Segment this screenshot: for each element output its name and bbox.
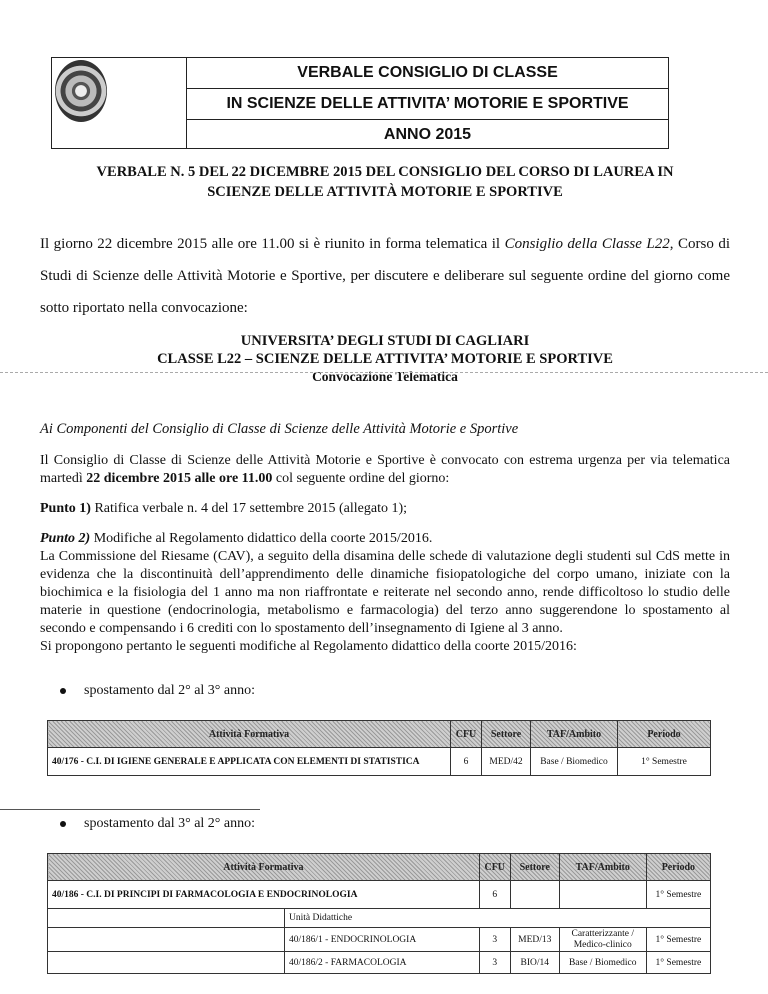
cell-empty [48, 909, 285, 928]
table-row [48, 748, 711, 776]
bullet-1 [60, 683, 255, 699]
cell-cfu: 3 [479, 952, 510, 974]
cell-taf: Base / Biomedico [559, 952, 646, 974]
bullet-dot-icon [60, 821, 66, 827]
cell-settore: BIO/14 [510, 952, 559, 974]
intro-text-a: Il giorno 22 dicembre 2015 alle ore 11.00 si è riunito in forma telematica il [40, 236, 505, 252]
cell-unit-name: 40/186/2 - FARMACOLOGIA [285, 952, 480, 974]
col-taf: TAF/Ambito [531, 721, 618, 748]
cell-unit-name: 40/186/1 - ENDOCRINOLOGIA [285, 928, 480, 952]
bullet-dot-icon [60, 688, 66, 694]
punto-1 [40, 500, 730, 518]
cell-periodo: 1° Semestre [646, 952, 710, 974]
intro-paragraph [40, 228, 730, 324]
punto-2-title: Modifiche al Regolamento didattico della coorte 2015/2016. [90, 531, 433, 546]
cell-cfu: 6 [479, 881, 510, 909]
col-periodo: Periodo [646, 854, 710, 881]
table-farmacologia [47, 853, 711, 974]
cell-settore [510, 881, 559, 909]
col-attivita: Attività Formativa [48, 721, 451, 748]
table-row [48, 909, 711, 928]
col-settore: Settore [482, 721, 531, 748]
convocazione-line-1: UNIVERSITA’ DEGLI STUDI DI CAGLIARI [240, 333, 530, 349]
university-seal-icon [55, 60, 107, 122]
punto-1-text: Ratifica verbale n. 4 del 17 settembre 2015 (allegato 1); [90, 501, 408, 516]
convocazione-heading [40, 332, 730, 386]
convened-text-c: col seguente ordine del giorno: [272, 471, 450, 486]
dashed-divider [0, 372, 768, 373]
convocazione-line-2: CLASSE L22 – SCIENZE DELLE ATTIVITA’ MOTORIE E SPORTIVE [157, 351, 613, 367]
cell-settore: MED/42 [482, 748, 531, 776]
col-settore: Settore [510, 854, 559, 881]
table-header-row [48, 854, 711, 881]
verbale-title [40, 162, 730, 202]
document-header [51, 57, 669, 149]
col-attivita: Attività Formativa [48, 854, 480, 881]
cell-settore: MED/13 [510, 928, 559, 952]
header-line-2: IN SCIENZE DELLE ATTIVITA’ MOTORIE E SPORTIVE [187, 89, 668, 120]
convened-date: 22 dicembre 2015 alle ore 11.00 [86, 471, 273, 486]
cell-periodo: 1° Semestre [618, 748, 711, 776]
verbale-title-line-1: VERBALE N. 5 DEL 22 DICEMBRE 2015 DEL CONSIGLIO DEL CORSO DI LAUREA IN [96, 164, 674, 180]
convened-text-a: Il Consiglio di Classe di Scienze delle Attività Motorie e Sportive è convocato con estrema urgenza per via telematica martedì [40, 453, 730, 486]
header-title [187, 58, 668, 148]
col-cfu: CFU [479, 854, 510, 881]
table-row [48, 952, 711, 974]
addressee: Ai Componenti del Consiglio di Classe di Scienze delle Attività Motorie e Sportive [40, 421, 519, 437]
cell-unita-label: Unità Didattiche [285, 909, 711, 928]
table-header-row [48, 721, 711, 748]
cell-taf: Caratterizzante / Medico-clinico [559, 928, 646, 952]
punto-2 [40, 530, 730, 656]
convocazione-line-3: Convocazione Telematica [312, 369, 458, 384]
cell-empty [48, 928, 285, 952]
intro-text-b: Consiglio della Classe L22 [504, 236, 670, 252]
cell-taf: Base / Biomedico [531, 748, 618, 776]
table-row [48, 881, 711, 909]
header-line-3: ANNO 2015 [383, 126, 472, 143]
cell-periodo: 1° Semestre [646, 881, 710, 909]
intro-text-c: , Corso di Studi di Scienze delle Attività Motorie e Sportive, per discutere e deliberare sul seguente ordine del giorno come sotto riportato nella convocazione: [40, 236, 731, 316]
bullet-2 [60, 816, 255, 832]
punto-2-label: Punto 2) [40, 531, 91, 546]
punto-1-label: Punto 1) [40, 501, 91, 516]
col-periodo: Periodo [618, 721, 711, 748]
cell-cfu: 6 [451, 748, 482, 776]
table-igiene [47, 720, 711, 776]
table-row [48, 928, 711, 952]
convened-paragraph [40, 452, 730, 488]
punto-2-body: La Commissione del Riesame (CAV), a seguito della disamina delle schede di valutazione degli studenti sul CdS mette in evidenza che la discontinuità dell’apprendimento delle dinamiche fisiopatologiche del corpo umano, iniziate con la biochimica e la fisiologia del 1 anno ma non riaffrontate e reiterate nel secondo anno, rende difficoltoso lo studio delle materie in questione (endocrinologia, metabolismo e farmacologia) del terzo anno suggerendone lo spostamento al secondo e compensando i 6 crediti con lo spostamento dell’insegnamento di Igiene al 3 anno. [40, 549, 730, 636]
cell-cfu: 3 [479, 928, 510, 952]
header-line-1: VERBALE CONSIGLIO DI CLASSE [187, 58, 668, 89]
punto-2-proposal: Si propongono pertanto le seguenti modifiche al Regolamento didattico della coorte 2015/2016: [40, 639, 577, 654]
horizontal-rule [0, 809, 260, 810]
col-cfu: CFU [451, 721, 482, 748]
cell-attivita: 40/186 - C.I. DI PRINCIPI DI FARMACOLOGIA E ENDOCRINOLOGIA [48, 881, 480, 909]
cell-taf [559, 881, 646, 909]
cell-empty [48, 952, 285, 974]
verbale-title-line-2: SCIENZE DELLE ATTIVITÀ MOTORIE E SPORTIVE [207, 184, 563, 200]
cell-periodo: 1° Semestre [646, 928, 710, 952]
col-taf: TAF/Ambito [559, 854, 646, 881]
university-logo [52, 58, 187, 148]
bullet-1-text: spostamento dal 2° al 3° anno: [84, 683, 256, 698]
bullet-2-text: spostamento dal 3° al 2° anno: [84, 816, 256, 831]
cell-attivita: 40/176 - C.I. DI IGIENE GENERALE E APPLICATA CON ELEMENTI DI STATISTICA [48, 748, 451, 776]
